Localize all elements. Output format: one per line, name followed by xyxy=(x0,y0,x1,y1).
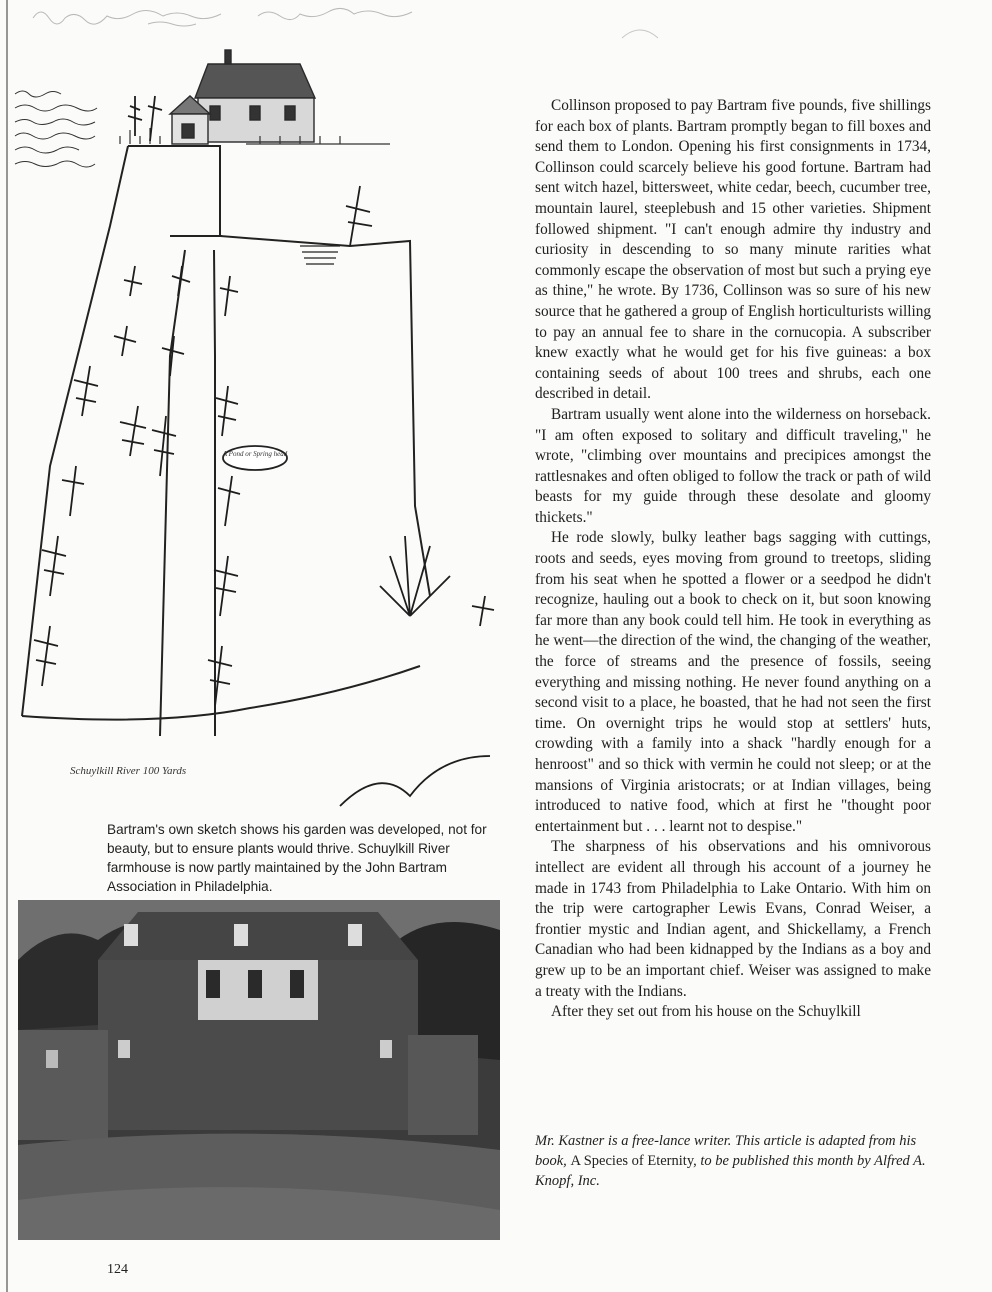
bio-book-title: A Species of Eternity, xyxy=(570,1153,697,1169)
steps xyxy=(300,246,340,264)
article-paragraph: Collinson proposed to pay Bartram five pounds, five shillings for each box of plants. Bartram promptly began to fill boxes and send them to London. Opening his first consignments in 1734, Collinson could scarcely believe his good fortune. Bartram had sent witch hazel, bittersweet, white cedar, beech, cucumber tree, mountain laurel, steeplebush and 15 other varieties. Shipment followed shipment. "I can't enough admire thy industry and curiosity in descending to so many minute rarities what commonly escape the observation of most but such a prying eye as thine," he wrote. By 1736, Collinson was so sure of his new source that he gathered a group of English horticulturists willing to pay an annual fee to share in the cornucopia. A subscriber knew exactly what he would get for his five guineas: a box containing seeds of about 100 trees and shrubs, each one described in detail. xyxy=(535,97,931,403)
garden-sketch xyxy=(10,36,495,818)
bio-text: Mr. Kastner is a free-lance writer. This article is adapted from his book, xyxy=(535,1133,917,1169)
farmhouse-photo xyxy=(18,900,500,1240)
article-paragraph: After they set out from his house on the Schuylkill xyxy=(551,1003,861,1021)
author-bio xyxy=(535,1131,931,1191)
scan-edge xyxy=(6,0,8,1292)
river-label: Schuylkill River 100 Yards xyxy=(70,765,187,777)
article-column xyxy=(535,96,931,1023)
article-paragraph: He rode slowly, bulky leather bags sagging with cuttings, roots and seeds, eyes moving from ground to treetops, sliding from his seat when he spotted a flower or a seedpod he didn't recognize, hauling out a book to check on it, but soon knowing far more than any book could tell him. He took in everything as he went—the direction of the wind, the changing of the weather, the force of streams and the presence of fossils, seeing everything and missing nothing. He never found anything on a second visit to a place, he boasted, that he had not seen the first time. On overnight trips he would stop at settlers' huts, crowding with a family into a shack "hardly enough for a henroost" and so thick with vermin he could not sleep; or at the mansions of Virginia aristocrats; or at Indian villages, being introduced to native food, which at first he "thought poor entertainment but . . . learnt not to despise." xyxy=(535,529,931,835)
house xyxy=(170,50,315,144)
sketch-caption: Bartram's own sketch shows his garden was developed, not for beauty, but to ensure plants would thrive. Schuylkill River farmhouse is now partly maintained by the John Bartram Association in Philadelphia. xyxy=(107,822,487,894)
handwritten-key xyxy=(15,91,97,167)
faded-handwriting xyxy=(28,2,448,28)
garden-outline xyxy=(22,146,430,736)
faded-mark xyxy=(620,22,660,42)
pond-label: A Pond or Spring head xyxy=(222,450,288,458)
page-number: 124 xyxy=(107,1262,128,1277)
article-paragraph: The sharpness of his observations and his omnivorous intellect are evident all through his account of a journey he made in 1743 from Philadelphia to Lake Ontario. With him on the trip were cartographer Lewis Evans, Conrad Weiser, a frontier mystic and Indian agent, and Shickellamy, a French Canadian who had been kidnapped by the Indians as a boy and grew up to be an important chief. Weiser was assigned to make a treaty with the Indians. xyxy=(535,838,931,1000)
bio-text-end: to be published this month by Alfred A. Knopf, Inc. xyxy=(535,1153,926,1189)
article-paragraph: Bartram usually went alone into the wilderness on horseback. "I am often exposed to solitary and difficult traveling," he wrote, "climbing over mountains and precipices amongst the rattlesnakes and often obliged to follow the track or path of wild beasts for my guide through these desolate and gloomy thickets." xyxy=(535,405,931,526)
